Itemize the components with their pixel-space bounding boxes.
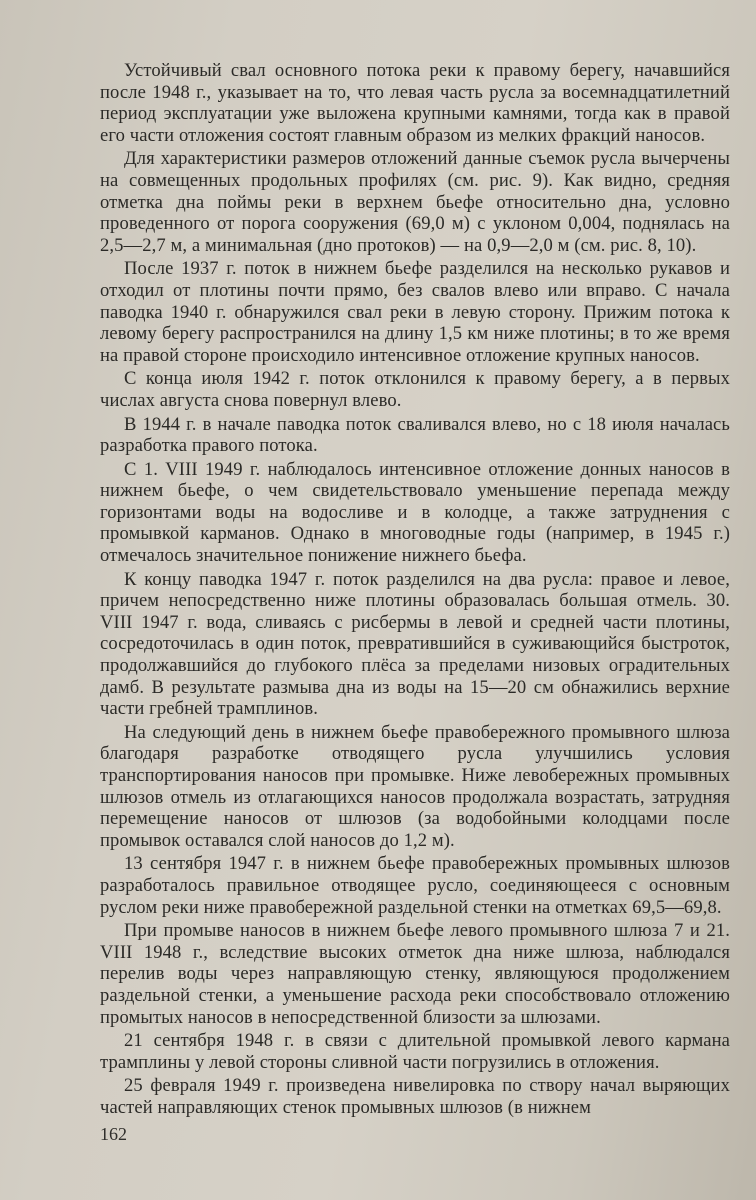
paragraph-12: 25 февраля 1949 г. произведена нивелировка по створу начал выряющих частей направляющих стенок промывных шлюзов (в нижнем	[100, 1075, 730, 1118]
page-number: 162	[100, 1124, 127, 1144]
paragraph-1: Устойчивый свал основного потока реки к правому берегу, начавшийся после 1948 г., указывает на то, что левая часть русла за восемнадцатилетний период эксплуатации уже выложена крупными камнями, тогда как в правой его части отложения состоят главным образом из мелких фракций наносов.	[100, 60, 730, 146]
paragraph-3: После 1937 г. поток в нижнем бьефе разделился на несколько рукавов и отходил от плотины почти прямо, без свалов влево или вправо. С начала паводка 1940 г. обнаружился свал реки в левую сторону. Прижим потока к левому берегу распространился на длину 1,5 км ниже плотины; в то же время на правой стороне происходило интенсивное отложение крупных наносов.	[100, 258, 730, 366]
paragraph-7: К концу паводка 1947 г. поток разделился на два русла: правое и левое, причем непосредственно ниже плотины образовалась большая отмель. 30. VIII 1947 г. вода, сливаясь с рисбермы в левой и средней части плотины, сосредоточилась в один поток, превратившийся в суживающийся быстроток, продолжавшийся до глубокого плёса за пределами низовых оградительных дамб. В результате размыва дна из воды на 15—20 см обнажились верхние части гребней трамплинов.	[100, 568, 730, 720]
paragraph-6: С 1. VIII 1949 г. наблюдалось интенсивное отложение донных наносов в нижнем бьефе, о чем свидетельствовало уменьшение перепада между горизонтами воды на водосливе и в колодце, а также затруднения с промывкой карманов. Однако в многоводные годы (например, в 1945 г.) отмечалось значительное понижение нижнего бьефа.	[100, 458, 730, 567]
paragraph-11: 21 сентября 1948 г. в связи с длительной промывкой левого кармана трамплины у левой стороны сливной части погрузились в отложения.	[100, 1030, 730, 1073]
main-text	[100, 60, 730, 1121]
paragraph-5: В 1944 г. в начале паводка поток сваливался влево, но с 18 июля началась разработка правого потока.	[100, 413, 730, 457]
paragraph-9: 13 сентября 1947 г. в нижнем бьефе правобережных промывных шлюзов разработалось правильное отводящее русло, соединяющееся с основным руслом реки ниже правобережной раздельной стенки на отметках 69,5—69,8.	[100, 853, 730, 918]
paragraph-4: С конца июля 1942 г. поток отклонился к правому берегу, а в первых числах августа снова повернул влево.	[100, 368, 730, 411]
paragraph-8: На следующий день в нижнем бьефе правобережного промывного шлюза благодаря разработке отводящего русла улучшились условия транспортирования наносов при промывке. Ниже левобережных промывных шлюзов отмель из отлагающихся наносов продолжала возрастать, затрудняя перемещение наносов от шлюзов (за водобойными колодцами после промывок оставался слой наносов до 1,2 м).	[100, 721, 730, 851]
paragraph-10: При промыве наносов в нижнем бьефе левого промывного шлюза 7 и 21. VIII 1948 г., вследствие высоких отметок дна ниже шлюза, наблюдался перелив воды через направляющую стенку, являющуюся продолжением раздельной стенки, а уменьшение расхода реки способствовало отложению промытых наносов в непосредственной близости за шлюзами.	[100, 920, 730, 1028]
paragraph-2: Для характеристики размеров отложений данные съемок русла вычерчены на совмещенных продольных профилях (см. рис. 9). Как видно, средняя отметка дна поймы реки в верхнем бьефе относительно дна, условно проведенного от порога сооружения (69,0 м) с уклоном 0,004, поднялась на 2,5—2,7 м, а минимальная (дно протоков) — на 0,9—2,0 м (см. рис. 8, 10).	[100, 148, 730, 256]
